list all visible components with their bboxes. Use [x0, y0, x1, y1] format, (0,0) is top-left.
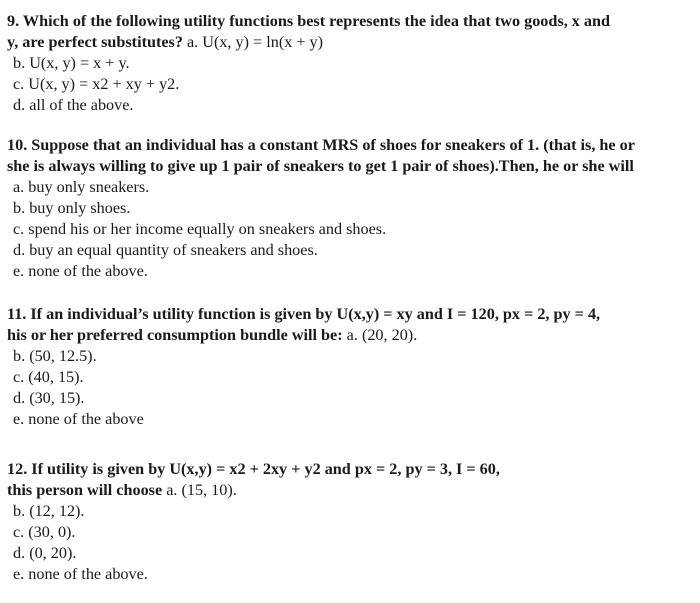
- question-12-option-e: e. none of the above.: [13, 565, 148, 583]
- question-12: [7, 459, 695, 585]
- question-10-option-a: a. buy only sneakers.: [13, 178, 150, 196]
- question-10: [7, 135, 695, 282]
- question-11-stem-line-1: 11. If an individual’s utility function is given by U(x,y) = xy and I = 120, px = 2, py = 4,: [7, 305, 601, 323]
- question-12-option-b: b. (12, 12).: [13, 502, 85, 520]
- question-12-option-a: a. (15, 10).: [166, 481, 237, 499]
- question-10-option-b: b. buy only shoes.: [13, 199, 131, 217]
- question-11-option-b: b. (50, 12.5).: [13, 347, 97, 365]
- question-10-option-e: e. none of the above.: [13, 262, 148, 280]
- question-12-option-d: d. (0, 20).: [13, 544, 77, 562]
- question-11-option-a: a. (20, 20).: [346, 326, 418, 344]
- question-10-stem-line-1: 10. Suppose that an individual has a constant MRS of shoes for sneakers of 1. (that is, he or: [7, 136, 635, 154]
- question-10-option-d: d. buy an equal quantity of sneakers and shoes.: [13, 241, 318, 259]
- question-9-stem-line-2: y, are perfect substitutes?: [7, 33, 183, 51]
- question-10-stem-line-2: she is always willing to give up 1 pair of sneakers to get 1 pair of shoes).Then, he or she will: [7, 157, 634, 175]
- question-11: [7, 304, 695, 430]
- question-11-option-d: d. (30, 15).: [13, 389, 85, 407]
- question-12-stem-line-1: 12. If utility is given by U(x,y) = x2 + 2xy + y2 and px = 2, py = 3, I = 60,: [7, 460, 500, 478]
- question-11-option-e: e. none of the above: [13, 410, 144, 428]
- question-11-stem-line-2: his or her preferred consumption bundle will be:: [7, 326, 343, 344]
- question-9-option-c: c. U(x, y) = x2 + xy + y2.: [13, 75, 180, 93]
- question-9: [7, 11, 695, 116]
- question-9-option-d: d. all of the above.: [13, 96, 134, 114]
- question-9-stem-line-1: 9. Which of the following utility functions best represents the idea that two goods, x and: [7, 12, 611, 30]
- question-12-stem-line-2: this person will choose: [7, 481, 163, 499]
- question-10-option-c: c. spend his or her income equally on sneakers and shoes.: [13, 220, 387, 238]
- question-11-option-c: c. (40, 15).: [13, 368, 84, 386]
- question-9-option-a: a. U(x, y) = ln(x + y): [186, 33, 324, 51]
- question-12-option-c: c. (30, 0).: [13, 523, 76, 541]
- question-9-option-b: b. U(x, y) = x + y.: [13, 54, 130, 72]
